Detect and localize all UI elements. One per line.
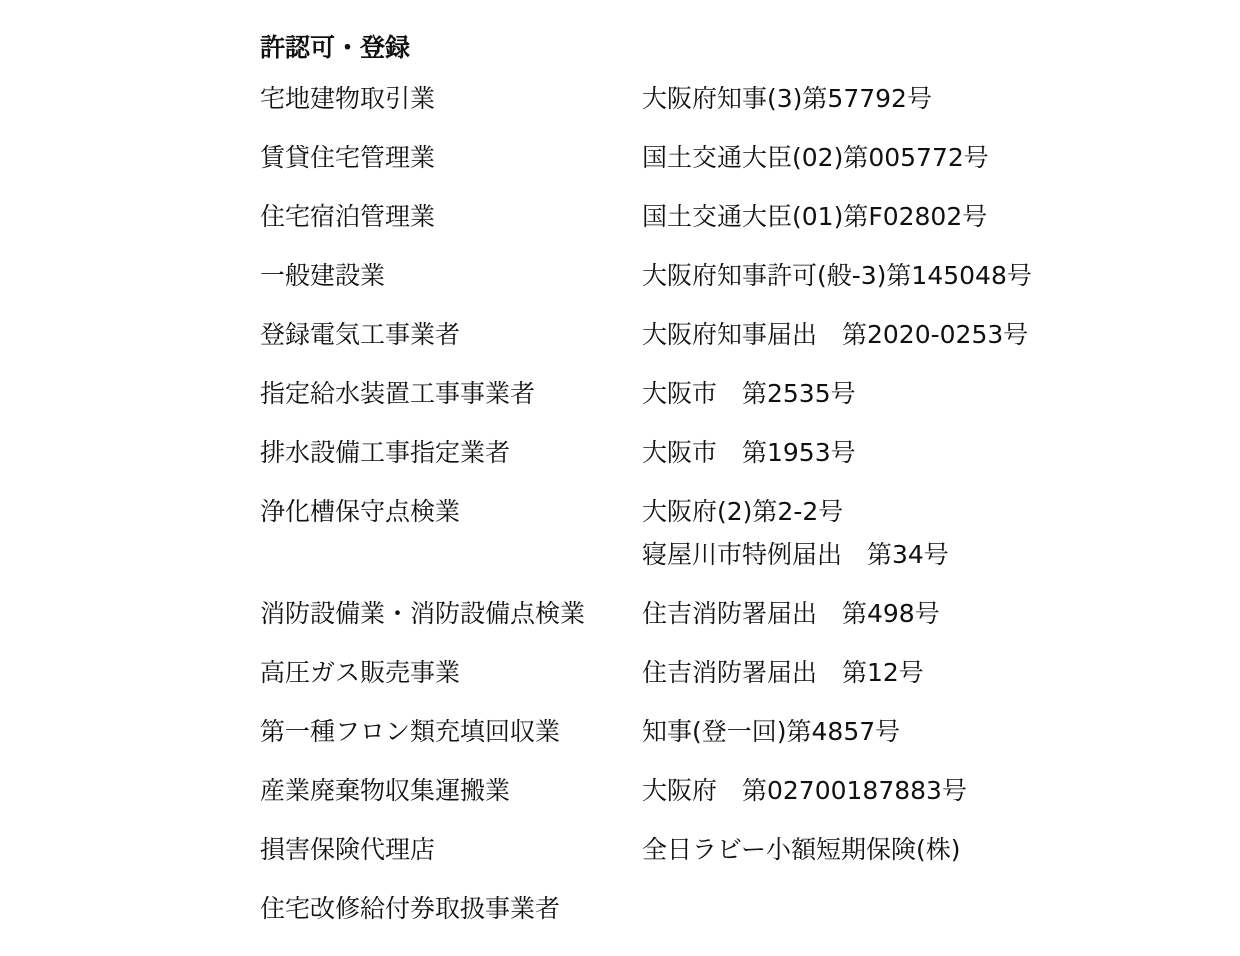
license-row xyxy=(260,136,1180,179)
license-row xyxy=(260,77,1180,120)
license-number: 大阪市 第2535号 xyxy=(642,379,856,408)
license-values xyxy=(642,136,1180,179)
license-values xyxy=(642,769,1180,812)
license-row xyxy=(260,431,1180,474)
license-name: 賃貸住宅管理業 xyxy=(260,143,436,172)
license-row xyxy=(260,372,1180,415)
license-number: 大阪府知事(3)第57792号 xyxy=(642,84,932,113)
license-name: 登録電気工事業者 xyxy=(260,320,461,349)
license-name: 第一種フロン類充填回収業 xyxy=(260,717,561,746)
license-row xyxy=(260,651,1180,694)
license-values xyxy=(642,651,1180,694)
license-row xyxy=(260,490,1180,576)
license-number: 住吉消防署届出 第498号 xyxy=(642,599,940,628)
license-row xyxy=(260,769,1180,812)
license-row xyxy=(260,828,1180,871)
license-values xyxy=(642,431,1180,474)
license-values xyxy=(642,490,1180,576)
license-values xyxy=(642,254,1180,297)
license-number: 国土交通大臣(02)第005772号 xyxy=(642,143,989,172)
license-row xyxy=(260,195,1180,238)
license-number: 全日ラビー小額短期保険(株) xyxy=(642,835,961,864)
license-values xyxy=(642,77,1180,120)
license-number: 住吉消防署届出 第12号 xyxy=(642,658,924,687)
license-name: 浄化槽保守点検業 xyxy=(260,497,461,526)
license-name: 高圧ガス販売事業 xyxy=(260,658,461,687)
license-number: 大阪府知事届出 第2020-0253号 xyxy=(642,320,1029,349)
license-number: 大阪府(2)第2-2号 xyxy=(642,497,844,526)
license-number: 大阪府 第02700187883号 xyxy=(642,776,967,805)
license-row xyxy=(260,710,1180,753)
license-row xyxy=(260,887,1180,930)
license-name: 住宅宿泊管理業 xyxy=(260,202,436,231)
license-values xyxy=(642,710,1180,753)
license-number: 大阪府知事許可(般-3)第145048号 xyxy=(642,261,1032,290)
section-title: 許認可・登録 xyxy=(260,33,411,62)
license-values xyxy=(642,828,1180,871)
license-section xyxy=(260,26,1180,946)
license-name: 消防設備業・消防設備点検業 xyxy=(260,599,586,628)
license-row xyxy=(260,313,1180,356)
license-row xyxy=(260,592,1180,635)
license-values xyxy=(642,313,1180,356)
license-list xyxy=(260,77,1180,930)
license-values xyxy=(642,592,1180,635)
license-values xyxy=(642,195,1180,238)
license-name: 一般建設業 xyxy=(260,261,386,290)
license-number: 寝屋川市特例届出 第34号 xyxy=(642,540,949,569)
license-name: 損害保険代理店 xyxy=(260,835,436,864)
license-number: 大阪市 第1953号 xyxy=(642,438,856,467)
license-number: 国土交通大臣(01)第F02802号 xyxy=(642,202,988,231)
license-name: 宅地建物取引業 xyxy=(260,84,436,113)
license-name: 指定給水装置工事事業者 xyxy=(260,379,536,408)
license-name: 排水設備工事指定業者 xyxy=(260,438,511,467)
license-name: 住宅改修給付券取扱事業者 xyxy=(260,894,561,923)
license-row xyxy=(260,254,1180,297)
license-name: 産業廃棄物収集運搬業 xyxy=(260,776,511,805)
license-number: 知事(登一回)第4857号 xyxy=(642,717,901,746)
license-values xyxy=(642,372,1180,415)
